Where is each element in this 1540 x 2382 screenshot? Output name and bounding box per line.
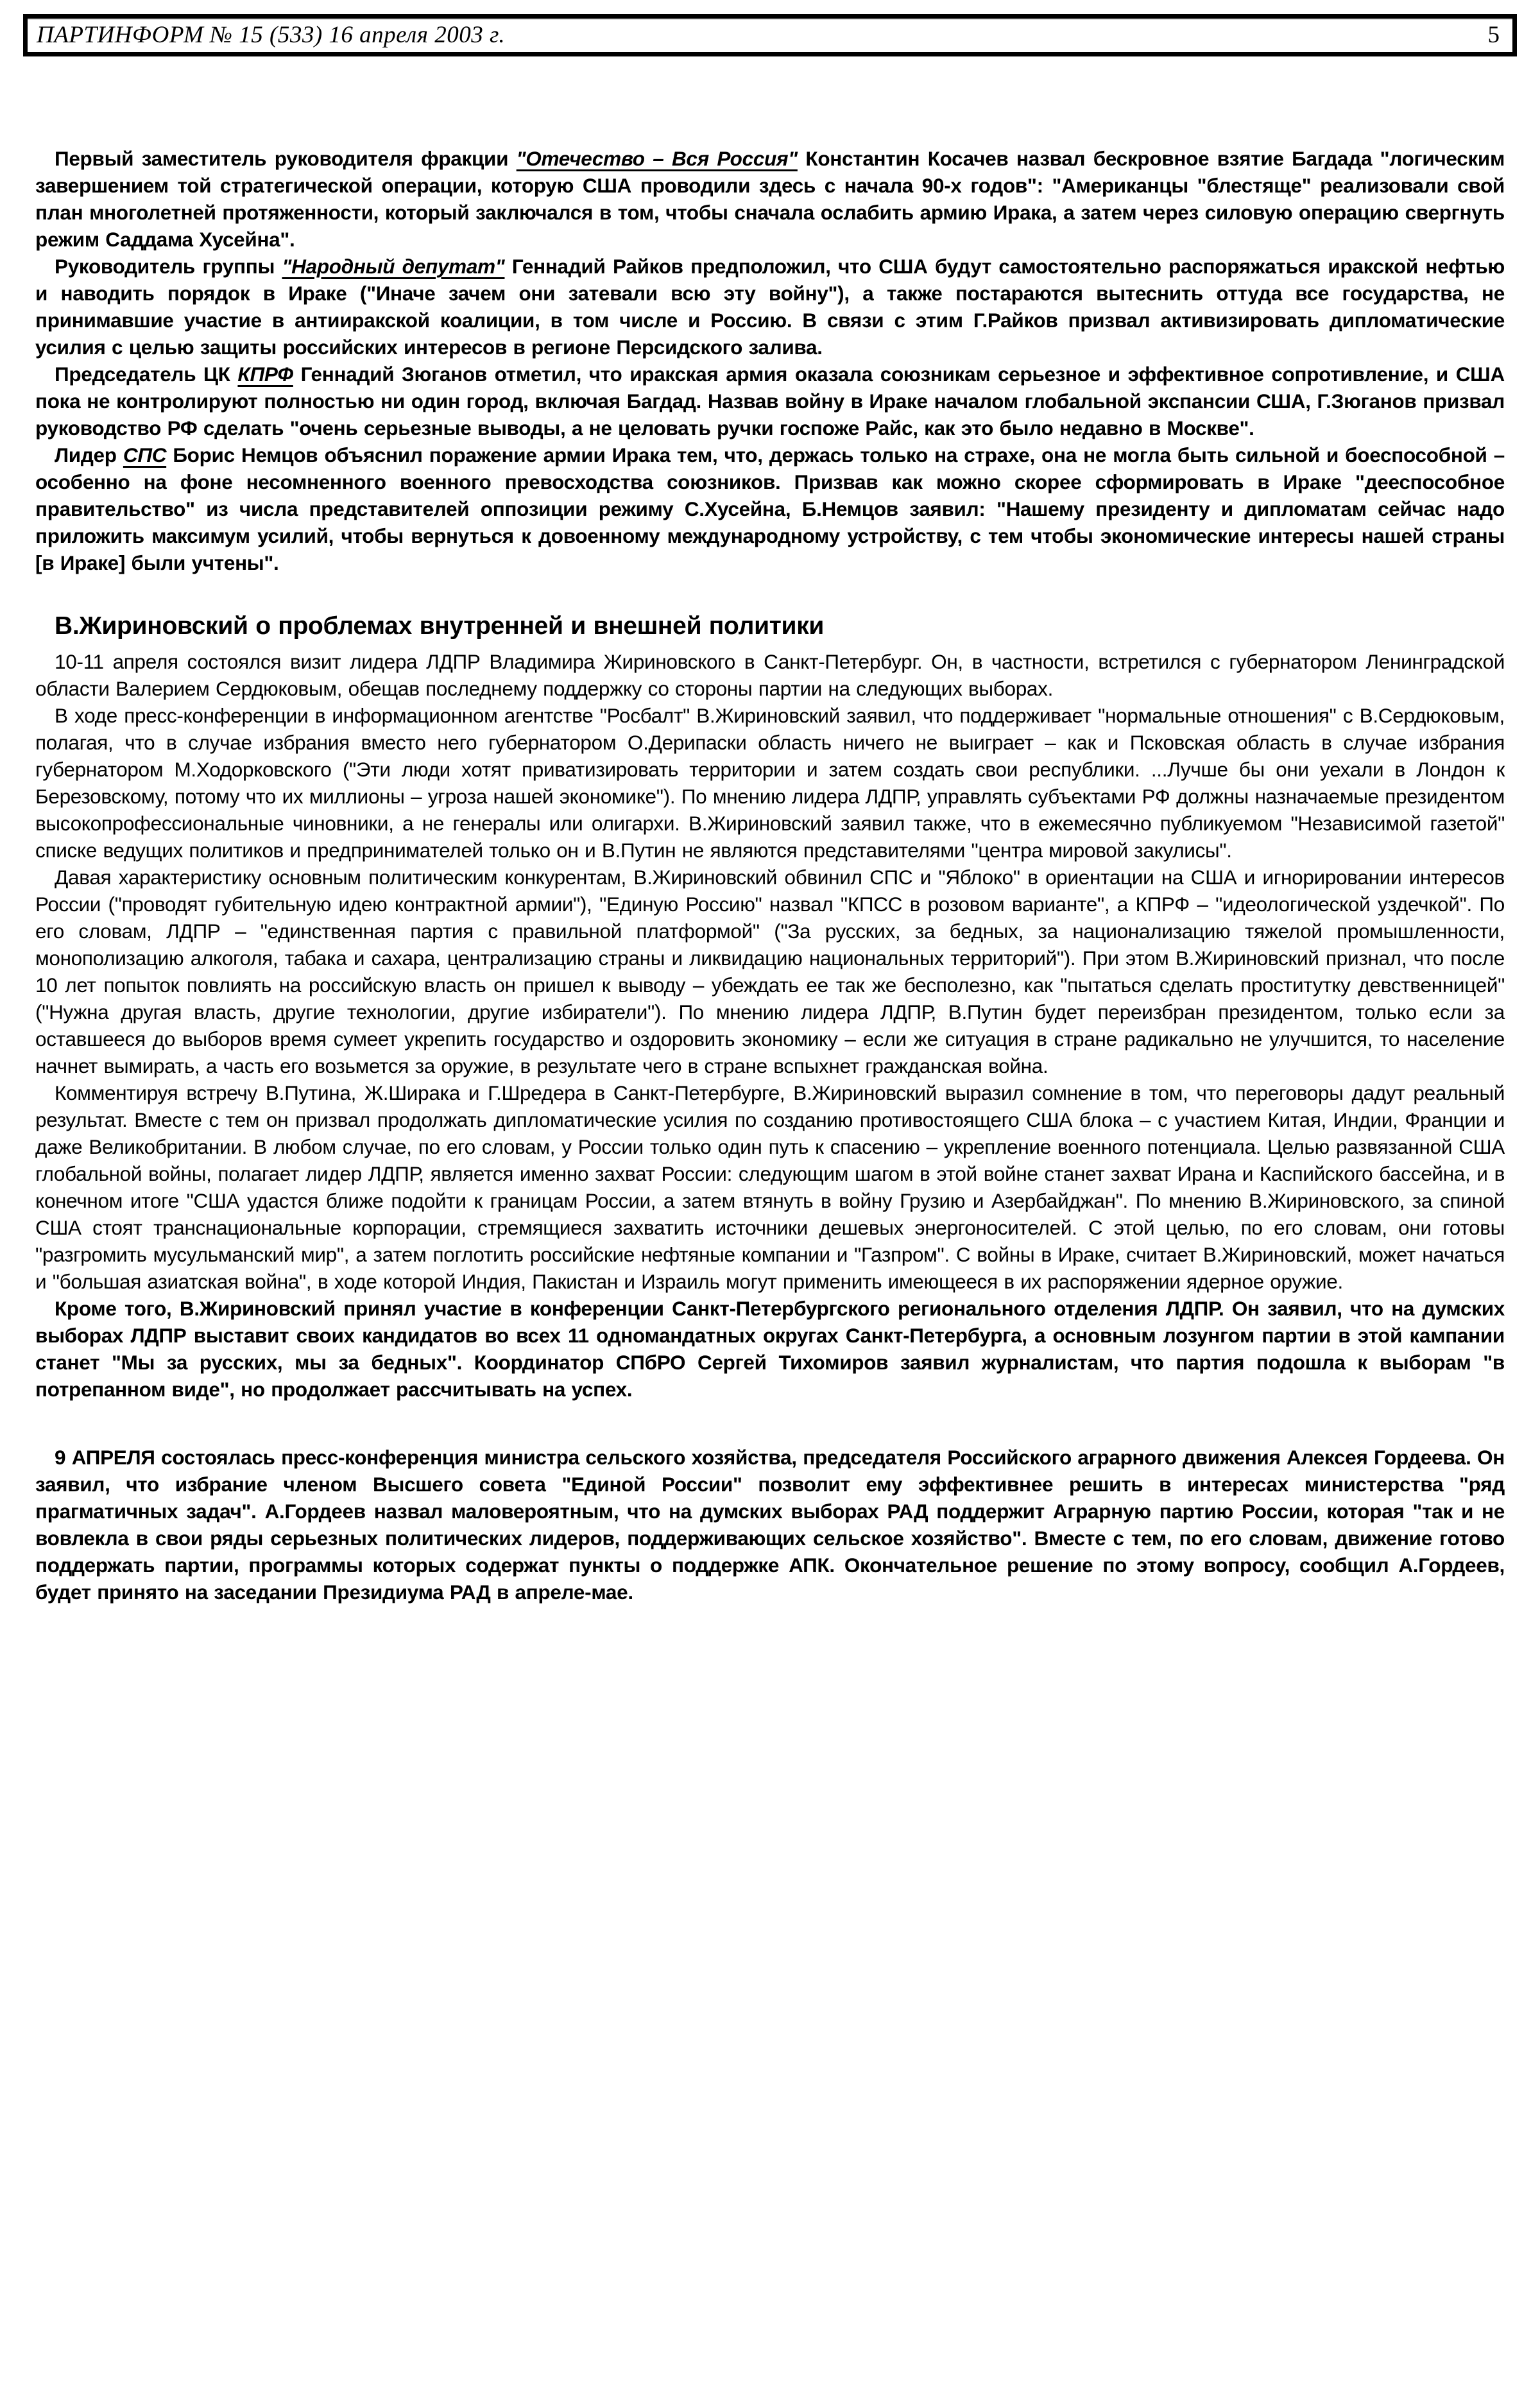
body-paragraph: В ходе пресс-конференции в информационном агентстве "Росбалт" В.Жириновский заявил, что поддерживает "нормальные отношения" с В.Сердюковым, полагая, что в случае избрания вместо него губернатором О.Дерипаски область ничего не выиграет – как и Псковская область в случае избрания губернатором М.Ходорковского ("Эти люди хотят приватизировать территории и затем создать свои республики. ...Лучше бы они уехали в Лондон к Березовскому, потому что их миллионы – угроза нашей экономике"). По мнению лидера ЛДПР, управлять субъектами РФ должны назначаемые президентом высокопрофессиональные чиновники, а не генералы или олигархи. В.Жириновский заявил также, что в ежемесячно публикуемом "Независимой газетой" списке ведущих политиков и предпринимателей только он и В.Путин не являются представителями "центра мировой закулисы". [35, 704, 1505, 862]
lead-paragraph-text: Лидер [55, 443, 123, 467]
lead-paragraph-text: Борис Немцов объяснил поражение армии Ирака тем, что, держась только на страхе, она не могла быть сильной и боеспособной – особенно на фоне несомненного военного превосходства союзников. Призвав как можно скорее сформировать в Ираке "дееспособное правительство" из числа представителей оппозиции режиму С.Хусейна, Б.Немцов заявил: "Нашему президенту и дипломатам сейчас надо приложить максимум усилий, чтобы вернуться к довоенному международному устройству, с тем чтобы экономические интересы нашей страны [в Ираке] были учтены". [35, 443, 1505, 574]
lead-paragraph [35, 145, 1505, 253]
page-number: 5 [1487, 21, 1500, 48]
lead-paragraph [35, 253, 1505, 361]
masthead [23, 14, 1517, 56]
article-body [35, 145, 1505, 1606]
lead-paragraph-text: Константин Косачев назвал бескровное взятие Багдада "логическим завершением той стратегической операции, которую США проводили здесь с начала 90-х годов": "Американцы "блестяще" реализовали свой план многолетней протяженности, который заключался в том, чтобы сначала ослабить армию Ирака, а затем через силовую операцию свергнуть режим Саддама Хусейна". [35, 147, 1505, 251]
party-name-emphasis: КПРФ [237, 363, 293, 386]
body-paragraph: Давая характеристику основным политическим конкурентам, В.Жириновский обвинил СПС и "Яблоко" в ориентации на США и игнорировании интересов России ("проводят губительную идею контрактной армии"), "Единую Россию" назвал "КПСС в розовом варианте", а КПРФ – "идеологической уздечкой". По его словам, ЛДПР – "единственная партия с правильной платформой" ("За русских, за бедных, за национализацию тяжелой промышленности, монополизацию алкоголя, табака и сахара, централизацию страны и ликвидацию национальных территорий"). При этом В.Жириновский признал, что после 10 лет попыток повлиять на российскую власть он пришел к выводу – убеждать ее так же бесполезно, как "пытаться сделать проститутку девственницей" ("Нужна другая власть, другие технологии, другие избиратели"). По мнению лидера ЛДПР, В.Путин будет переизбран президентом, только если за оставшееся до выборов время сумеет укрепить государство и оздоровить экономику – если же ситуация в стране радикально не улучшится, то население начнет вымирать, а часть его возьмется за оружие, в результате чего в стране вспыхнет гражданская война. [35, 866, 1505, 1077]
section-heading: В.Жириновский о проблемах внутренней и внешней политики [55, 612, 825, 640]
lead-paragraph [35, 361, 1505, 441]
conference-note-paragraph: Кроме того, В.Жириновский принял участие в конференции Санкт-Петербургского регионального отделения ЛДПР. Он заявил, что на думских выборах ЛДПР выставит своих кандидатов во всех 11 одномандатных округах Санкт-Петербурга, а основным лозунгом партии в этой кампании станет "Мы за русских, мы за бедных". Координатор СПбРО Сергей Тихомиров заявил журналистам, что партия подошла к выборам "в потрепанном виде", но продолжает рассчитывать на успех. [35, 1297, 1505, 1401]
party-name-emphasis: СПС [123, 443, 167, 467]
news-item-paragraph: 9 АПРЕЛЯ состоялась пресс-конференция министра сельского хозяйства, председателя Российского аграрного движения Алексея Гордеева. Он заявил, что избрание членом Высшего совета "Единой России" позволит ему эффективнее решить в интересах министерства "ряд прагматичных задач". А.Гордеев назвал маловероятным, что на думских выборах РАД поддержит Аграрную партию России, которая "так и не вовлекла в свои ряды серьезных политических лидеров, поддерживающих сельское хозяйство". Вместе с тем, по его словам, движение готово поддержать партии, программы которых содержат пункты о поддержке АПК. Окончательное решение по этому вопросу, сообщил А.Гордеев, будет принято на заседании Президиума РАД в апреле-мае. [35, 1446, 1505, 1604]
journal-title: ПАРТИНФОРМ № 15 (533) 16 апреля 2003 г. [37, 21, 506, 48]
lead-paragraph-text: Руководитель группы [55, 255, 282, 278]
lead-paragraph-text: Первый заместитель руководителя фракции [55, 147, 517, 170]
lead-paragraph-text: Председатель ЦК [55, 363, 238, 386]
lead-paragraph [35, 441, 1505, 576]
body-paragraph: Комментируя встречу В.Путина, Ж.Ширака и Г.Шредера в Санкт-Петербурге, В.Жириновский выразил сомнение в том, что переговоры дадут реальный результат. Вместе с тем он призвал продолжать дипломатические усилия по созданию противостоящего США блока – с участием Китая, Индии, Франции и даже Великобритании. В любом случае, по его словам, у России только один путь к спасению – укрепление военного потенциала. Целью развязанной США глобальной войны, полагает лидер ЛДПР, является именно захват России: следующим шагом в этой войне станет захват Ирана и Каспийского бассейна, и в конечном итоге "США удастся ближе подойти к границам России, а затем втянуть в войну Грузию и Азербайджан". По мнению В.Жириновского, за спиной США стоят транснациональные корпорации, стремящиеся захватить источники дешевых энергоносителей. С этой целью, по его словам, они готовы "разгромить мусульманский мир", а затем поглотить российские нефтяные компании и "Газпром". С войны в Ираке, считает В.Жириновский, может начаться и "большая азиатская война", в ходе которой Индия, Пакистан и Израиль могут применить имеющееся в их распоряжении ядерное оружие. [35, 1081, 1505, 1293]
lead-paragraph-text: Геннадий Зюганов отметил, что иракская армия оказала союзникам серьезное и эффективное сопротивление, и США пока не контролируют полностью ни один город, включая Багдад. Назвав войну в Ираке началом глобальной экспансии США, Г.Зюганов призвал руководство РФ сделать "очень серьезные выводы, а не целовать ручки госпоже Райс, как это было недавно в Москве". [35, 363, 1505, 440]
party-name-emphasis: "Отечество – Вся Россия" [516, 147, 798, 170]
party-name-emphasis: "Народный депутат" [282, 255, 505, 278]
body-paragraph: 10-11 апреля состоялся визит лидера ЛДПР Владимира Жириновского в Санкт-Петербург. Он, в частности, встретился с губернатором Ленинградской области Валерием Сердюковым, обещав последнему поддержку со стороны партии на следующих выборах. [35, 650, 1505, 700]
lead-paragraph-text: Геннадий Райков предположил, что США будут самостоятельно распоряжаться иракской нефтью и наводить порядок в Ираке ("Иначе зачем они затевали всю эту войну"), а также постараются вытеснить оттуда все государства, не принимавшие участие в антииракской коалиции, в том числе и Россию. В связи с этим Г.Райков призвал активизировать дипломатические усилия с целью защиты российских интересов в регионе Персидского залива. [35, 255, 1505, 359]
